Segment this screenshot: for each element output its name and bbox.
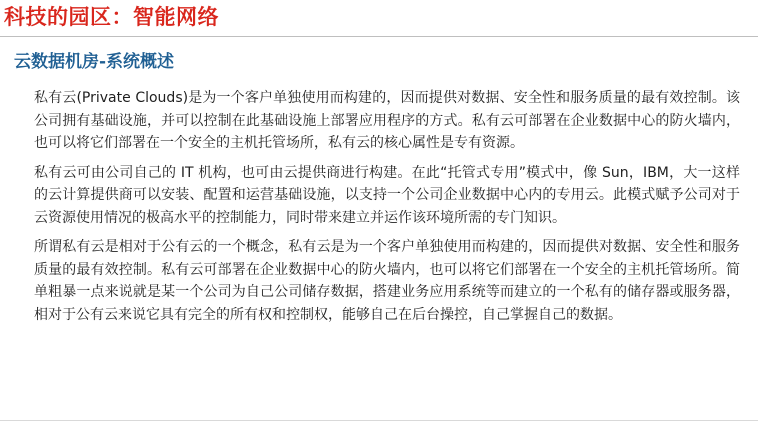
paragraph-3: 所谓私有云是相对于公有云的一个概念，私有云是为一个客户单独使用而构建的，因而提供对数据、安全性和服务质量的最有效控制。私有云可部署在企业数据中心的防火墙内，也可以将它们部署在一个安全的主机托管场所。简单粗暴一点来说就是某一个公司为自己公司储存数据，搭建业务应用系统等而建立的一个私有的储存器或服务器，相对于公有云来说它具有完全的所有权和控制权，能够自己在后台操控，自己掌握自己的数据。 [34,239,740,323]
slide-title: 科技的园区：智能网络 [4,5,219,29]
section-title: 云数据机房-系统概述 [14,52,175,72]
title-divider [0,36,758,37]
content-body [34,87,740,333]
paragraph-2: 私有云可由公司自己的 IT 机构，也可由云提供商进行构建。在此“托管式专用”模式中，像 Sun，IBM，大一这样的云计算提供商可以安装、配置和运营基础设施，以支持一个公司企业数据中心内的专用云。此模式赋予公司对于云资源使用情况的极高水平的控制能力，同时带来建立并运作该环境所需的专门知识。 [34,164,740,226]
footer-divider [0,420,758,421]
paragraph-1: 私有云(Private Clouds)是为一个客户单独使用而构建的，因而提供对数据、安全性和服务质量的最有效控制。该公司拥有基础设施，并可以控制在此基础设施上部署应用程序的方式。私有云可部署在企业数据中心的防火墙内，也可以将它们部署在一个安全的主机托管场所，私有云的核心属性是专有资源。 [34,90,740,151]
